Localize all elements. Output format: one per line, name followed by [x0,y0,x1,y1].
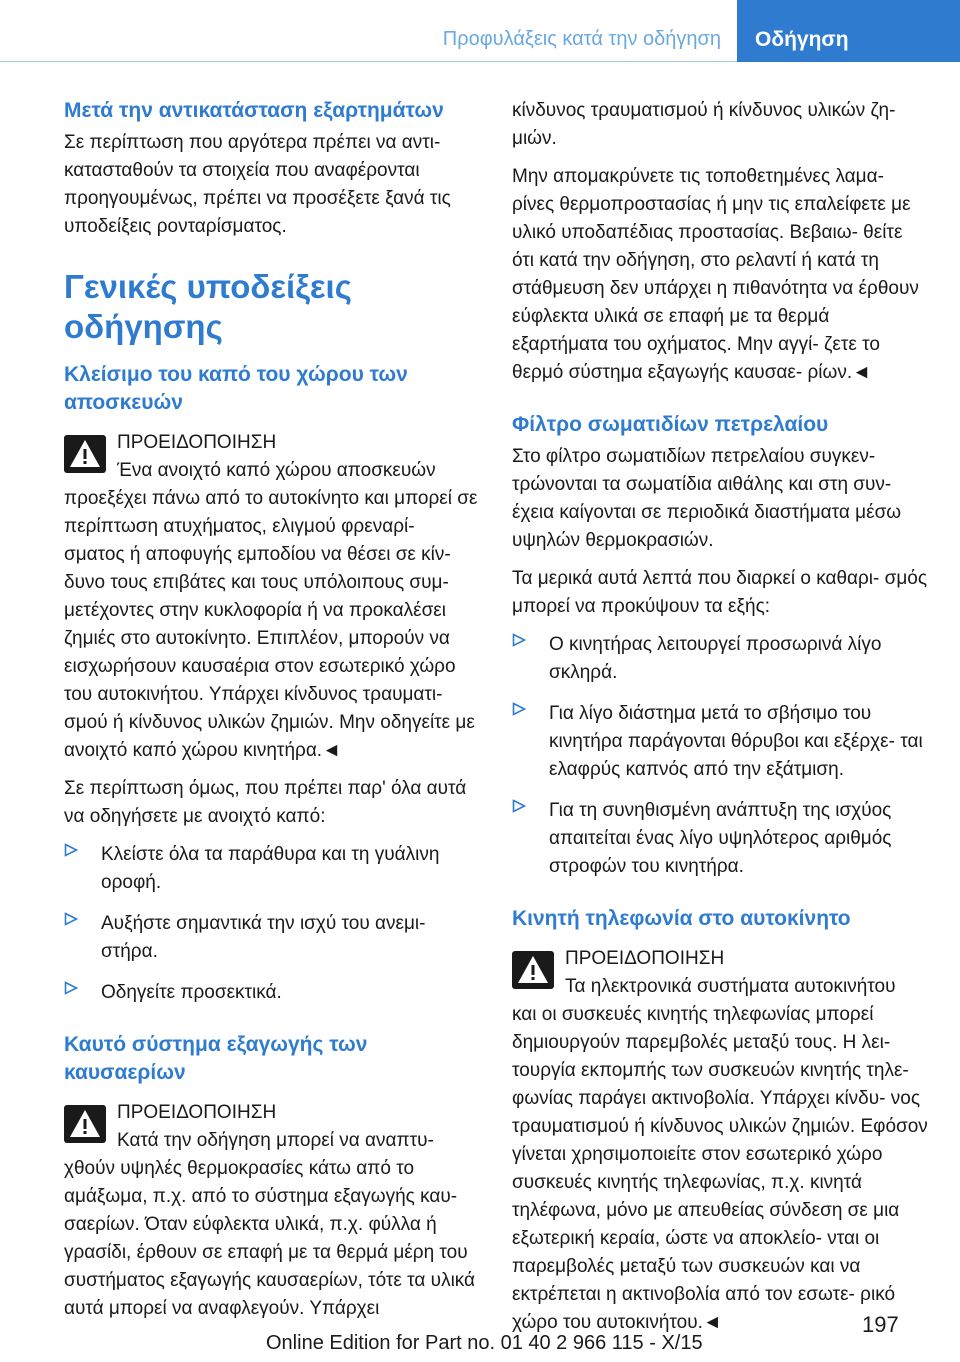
warning-text-first-line: Ένα ανοιχτό καπό χώρου αποσκευών [117,460,436,481]
list-item-text: Για τη συνηθισμένη ανάπτυξη της ισχύος απαιτείται ένας λίγο υψηλότερος αριθμός στροφών του κινητήρα. [549,800,892,877]
warning-triangle-icon [512,951,554,989]
heading-closing-trunk-lid: Κλείσιμο του καπό του χώρου των αποσκευών [64,363,408,414]
list-item [64,979,480,1007]
chapter-title: Οδήγηση [755,28,849,51]
page-header [0,0,960,62]
list-open-hood [64,841,480,1007]
edition-footer: Online Edition for Part no. 01 40 2 966 115 - X/15 [266,1332,703,1354]
warning-triangle-icon [64,1105,106,1143]
list-item [64,910,480,966]
paragraph-replacement: Σε περίπτωση που αργότερα πρέπει να αντι- κατασταθούν τα στοιχεία που αναφέρονται προηγουμένως, πρέπει να προσέξετε ξανά τις υποδείξεις ρονταρίσματος. [64,132,451,237]
paragraph-dpf-effects: Τα μερικά αυτά λεπτά που διαρκεί ο καθαρι- σμός μπορεί να προκύψουν τα εξής: [512,568,928,617]
heading-mobile-phone: Κινητή τηλεφωνία στο αυτοκίνητο [512,907,851,930]
warning-box-mobile-phone [512,945,928,1337]
warning-label: ΠΡΟΕΙΔΟΠΟΙΗΣΗ [565,948,725,969]
warning-label: ΠΡΟΕΙΔΟΠΟΙΗΣΗ [117,432,277,453]
triangle-right-outline-icon [512,702,526,716]
list-item-text: Αυξήστε σημαντικά την ισχύ του ανεμι- στήρα. [101,913,426,962]
list-item [512,797,928,881]
list-item-text: Κλείστε όλα τα παράθυρα και τη γυάλινη οροφή. [101,844,440,893]
warning-text-continued: κίνδυνος τραυματισμού ή κίνδυνος υλικών ζη- μιών. [512,100,896,149]
paragraph-heat-shields: Μην απομακρύνετε τις τοποθετημένες λαμα- ρίνες θερμοπροστασίας ή μην τις επαλείφετε με υλικό υποδαπέδιας προστασίας. Βεβαιω- θείτε ότι κατά την οδήγηση, στο ρελαντί ή κατά τη στάθμευση δεν υπάρχει η πιθανότητα να έρθουν εύφλεκτα υλικά σε επαφή με τα θερμά εξαρτήματα του οχήματος. Μην αγγί- ζετε το θερμό σύστημα εξαγωγής καυσαε- ρίων.◄ [512,166,919,383]
warning-text-first-line: Τα ηλεκτρονικά συστήματα αυτοκινήτου [565,976,896,997]
list-item-text: Οδηγείτε προσεκτικά. [101,982,282,1003]
triangle-right-outline-icon [512,799,526,813]
warning-text-body: και οι συσκευές κινητής τηλεφωνίας μπορεί δημιουργούν παρεμβολές μεταξύ τους. Η λει- τουργία εκπομπής των συσκευών κινητής τηλε- φωνίας παράγει ακτινοβολία. Υπάρχει κίνδυ- νος τραυματισμού ή κίνδυνος υλικών ζημιών. Εφόσον γίνεται χρησιμοποιείτε στον εσωτερικό χώρο συσκευές κινητής τηλεφωνίας, π.χ. κινητά τηλέφωνα, μόνο με απευθείας σύνδεση σε μια εξωτερική κεραία, ώστε να αποκλείο- νται οι παρεμβολές μεταξύ των συσκευών και να εκτρέπεται η ακτινοβολία από τον εσωτε- ρικό χώρο του αυτοκινήτου.◄ [512,1004,928,1333]
list-dpf-effects [512,631,928,881]
header-divider [0,61,737,62]
paragraph-dpf-intro: Στο φίλτρο σωματιδίων πετρελαίου συγκεν- τρώνονται τα σωματίδια αιθάλης και στη συν- έχεια καίγονται σε περιοδικά διαστήματα μέσω υψηλών θερμοκρασιών. [512,446,902,551]
warning-text-body: χθούν υψηλές θερμοκρασίες κάτω από το αμάξωμα, π.χ. από το σύστημα εξαγωγής καυ- σαερίων. Όταν εύφλεκτα υλικά, π.χ. φύλλα ή γρασίδι, έρθουν σε επαφή με τα θερμά μέρη του συστήματος εξαγωγής καυσαερίων, τότε τα υλικά αυτά μπορεί να αναφλεγούν. Υπάρχει [64,1158,476,1319]
triangle-right-outline-icon [64,843,78,857]
list-item [512,631,928,687]
heading-general-driving-notes: Γενικές υποδείξεις οδήγησης [64,268,352,345]
list-item-text: Ο κινητήρας λειτουργεί προσωρινά λίγο σκληρά. [549,634,882,683]
heading-after-replacement: Μετά την αντικατάσταση εξαρτημάτων [64,99,444,122]
heading-hot-exhaust: Καυτό σύστημα εξαγωγής των καυσαερίων [64,1033,368,1084]
heading-diesel-particulate-filter: Φίλτρο σωματιδίων πετρελαίου [512,413,829,436]
section-header [0,0,737,62]
list-item [64,841,480,897]
section-title: Προφυλάξεις κατά την οδήγηση [442,28,721,50]
triangle-right-outline-icon [64,912,78,926]
warning-text-body: προεξέχει πάνω από το αυτοκίνητο και μπορεί σε περίπτωση ατυχήματος, ελιγμού φρεναρί- σματος ή αποφυγής εμποδίου να θέσει σε κίν- δυνο τους επιβάτες και τους υπόλοιπους συμ- μετέχοντες στην κυκλοφορία ή να προκαλέσει ζημιές στο αυτοκίνητο. Επιπλέον, μπορούν να εισχωρήσουν καυσαέρια στον εσωτερικό χώρο του αυτοκινήτου. Υπάρχει κίνδυνος τραυματι- σμού ή κίνδυνος υλικών ζημιών. Μην οδηγείτε με ανοιχτό καπό χώρου κινητήρα.◄ [64,488,478,761]
warning-triangle-icon [64,435,106,473]
triangle-right-outline-icon [512,633,526,647]
left-column [64,97,480,1323]
page-number: 197 [862,1312,899,1337]
warning-text-first-line: Κατά την οδήγηση μπορεί να αναπτυ- [117,1130,434,1151]
warning-label: ΠΡΟΕΙΔΟΠΟΙΗΣΗ [117,1102,277,1123]
list-item-text: Για λίγο διάστημα μετά το σβήσιμο του κινητήρα παράγονται θόρυβοι και εξέρχε- ται ελαφρύς καπνός από την εξάτμιση. [549,703,923,780]
paragraph-open-hood: Σε περίπτωση όμως, που πρέπει παρ' όλα αυτά να οδηγήσετε με ανοιχτό καπό: [64,778,467,827]
list-item [512,700,928,784]
warning-box-trunk [64,429,480,765]
chapter-tab [737,0,960,62]
right-column [512,97,928,1337]
warning-box-exhaust [64,1099,480,1323]
triangle-right-outline-icon [64,981,78,995]
